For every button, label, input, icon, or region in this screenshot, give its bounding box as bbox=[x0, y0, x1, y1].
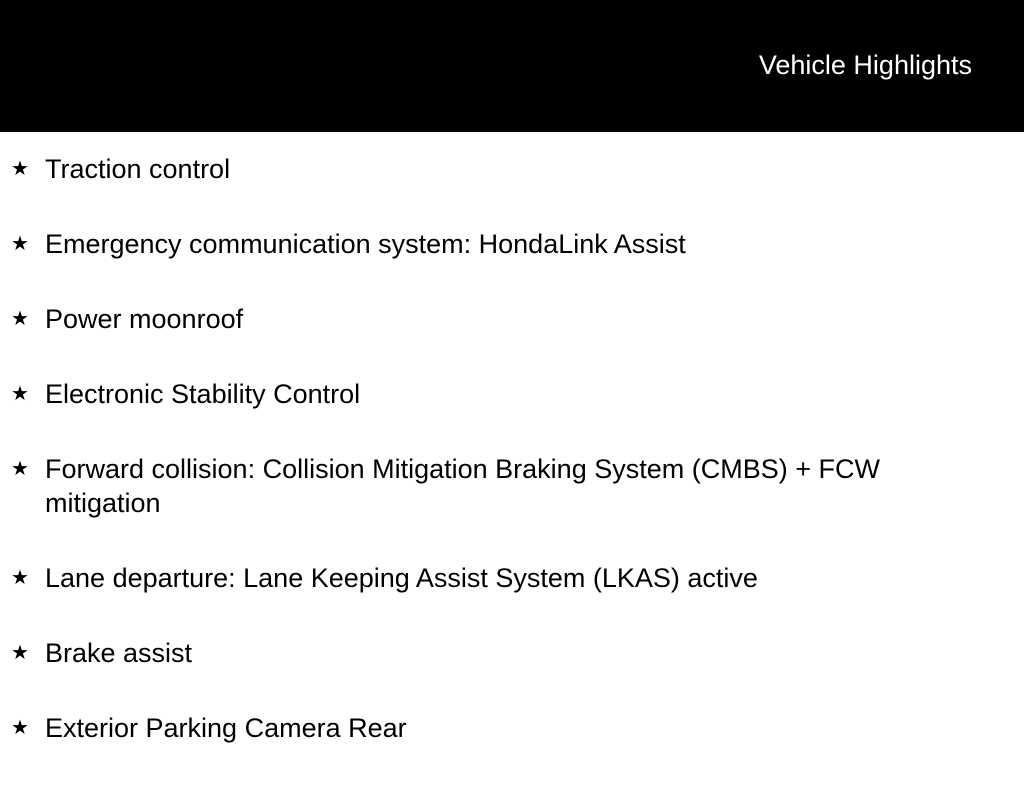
star-icon: ★ bbox=[11, 458, 29, 480]
list-item-label: Emergency communication system: HondaLink Assist bbox=[45, 229, 686, 259]
list-item bbox=[0, 302, 1024, 336]
page-title: Vehicle Highlights bbox=[758, 50, 972, 80]
star-icon: ★ bbox=[11, 233, 29, 255]
list-item bbox=[0, 711, 1024, 745]
list-item bbox=[0, 152, 1024, 186]
list-item-label: Forward collision: Collision Mitigation Braking System (CMBS) + FCW mitigation bbox=[45, 454, 880, 518]
star-icon: ★ bbox=[11, 308, 29, 330]
star-icon: ★ bbox=[11, 158, 29, 180]
list-item-label: Lane departure: Lane Keeping Assist System (LKAS) active bbox=[45, 563, 758, 593]
star-icon: ★ bbox=[11, 567, 29, 589]
star-icon: ★ bbox=[11, 383, 29, 405]
list-item bbox=[0, 452, 1024, 520]
list-item bbox=[0, 227, 1024, 261]
list-item-label: Power moonroof bbox=[45, 304, 244, 334]
list-item bbox=[0, 561, 1024, 595]
star-icon: ★ bbox=[11, 717, 29, 739]
header-bar bbox=[0, 0, 1024, 132]
list-item-label: Electronic Stability Control bbox=[45, 379, 361, 409]
highlights-list bbox=[0, 152, 1024, 786]
star-icon: ★ bbox=[11, 642, 29, 664]
list-item bbox=[0, 636, 1024, 670]
list-item bbox=[0, 377, 1024, 411]
list-item-label: Exterior Parking Camera Rear bbox=[45, 713, 407, 743]
list-item-label: Traction control bbox=[45, 154, 231, 184]
list-item-label: Brake assist bbox=[45, 638, 193, 668]
